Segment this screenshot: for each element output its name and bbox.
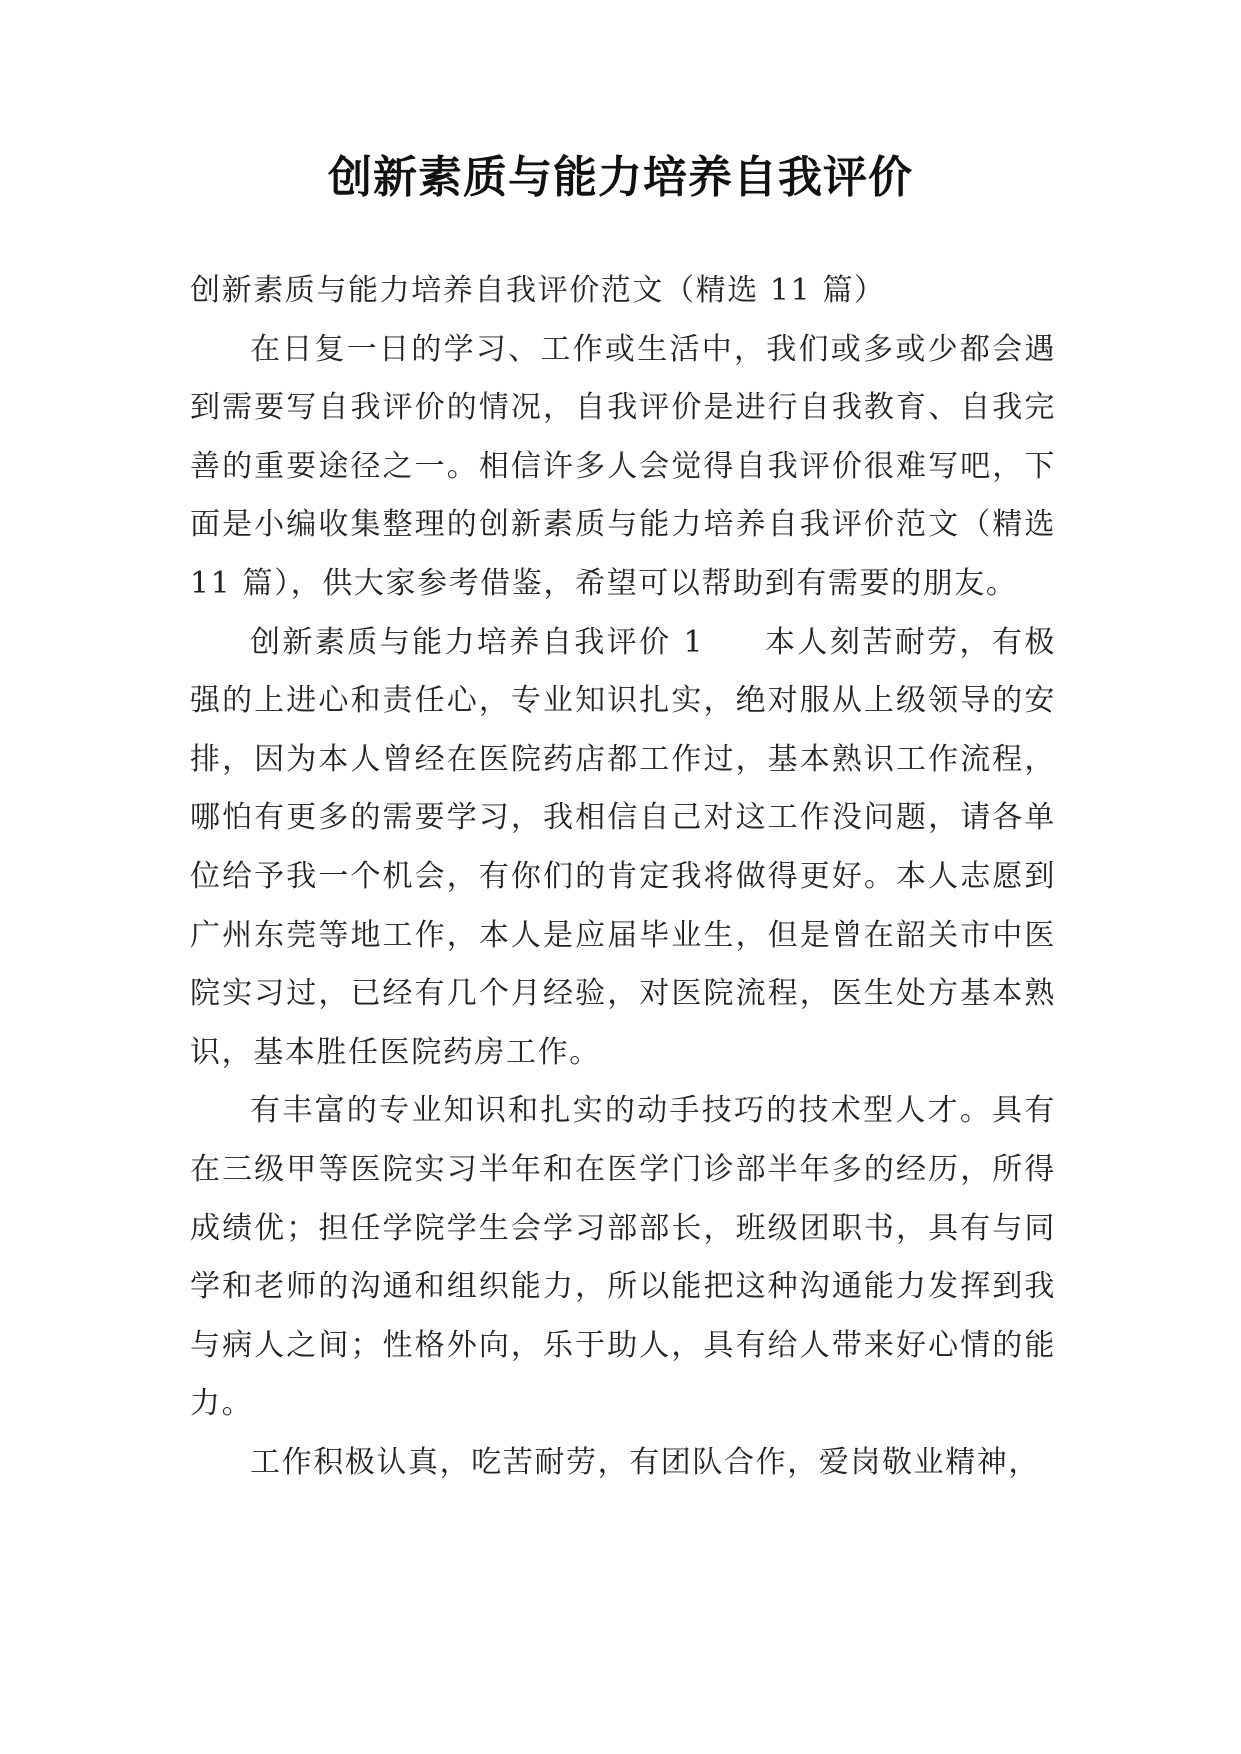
document-title: 创新素质与能力培养自我评价 xyxy=(328,152,913,203)
paragraph-3: 工作积极认真，吃苦耐劳，有团队合作，爱岗敬业精神， xyxy=(250,1444,1040,1480)
document-body xyxy=(190,262,1056,1492)
document-subtitle: 创新素质与能力培养自我评价范文（精选 11 篇） xyxy=(190,273,886,308)
section-1-text: 本人刻苦耐劳，有极强的上进心和责任心，专业知识扎实，绝对服从上级领导的安排，因为本人曾经在医院药店都工作过，基本熟识工作流程，哪怕有更多的需要学习，我相信自己对这工作没问题，请各单位给予我一个机会，有你们的肯定我将做得更好。本人志愿到广州东莞等地工作，本人是应届毕业生，但是曾在韶关市中医院实习过，已经有几个月经验，对医院流程，医生处方基本熟识，基本胜任医院药房工作。 xyxy=(190,624,1056,1070)
intro-paragraph: 在日复一日的学习、工作或生活中，我们或多或少都会遇到需要写自我评价的情况，自我评价是进行自我教育、自我完善的重要途径之一。相信许多人会觉得自我评价很难写吧，下面是小编收集整理的创新素质与能力培养自我评价范文（精选 11 篇），供大家参考借鉴，希望可以帮助到有需要的朋友。 xyxy=(190,331,1056,601)
section-1-paragraph xyxy=(190,614,1056,1083)
paragraph-2: 有丰富的专业知识和扎实的动手技巧的技术型人才。具有在三级甲等医院实习半年和在医学门诊部半年多的经历，所得成绩优；担任学院学生会学习部部长，班级团职书，具有与同学和老师的沟通和组织能力，所以能把这种沟通能力发挥到我与病人之间；性格外向，乐于助人，具有给人带来好心情的能力。 xyxy=(190,1093,1056,1422)
section-1-heading: 创新素质与能力培养自我评价 1 xyxy=(250,624,705,660)
